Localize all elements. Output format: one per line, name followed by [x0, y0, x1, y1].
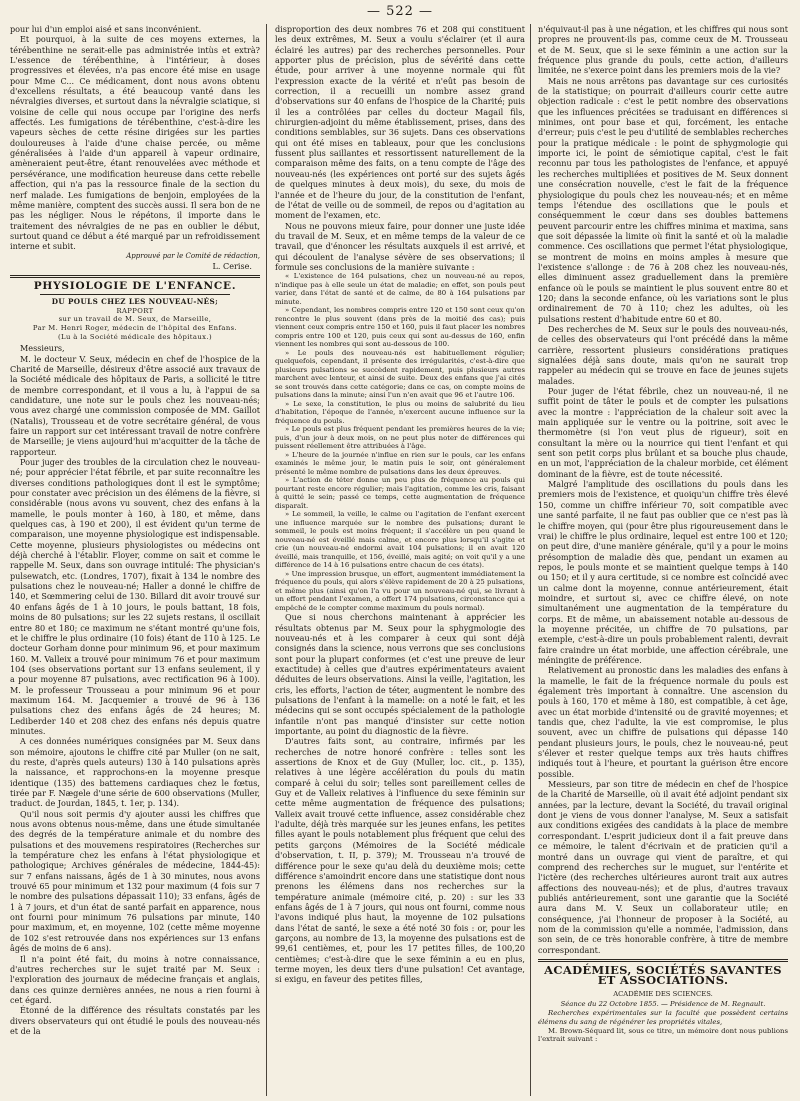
- quoted-conclusion: » L'heure de la journée n'influe en rien sur le pouls, car les enfans examinés le même jour, le matin puis le soir, ont généralement présenté le même nombre de pulsations dans les deux épreuves.: [275, 450, 525, 476]
- paragraph: Relativement au pronostic dans les maladies des enfans à la mamelle, le fait de la fréquence normale du pouls est également très important à connaître. Une ascension du pouls à 160, 170 et même à 180, est compatible, à cet âge, avec un état morbide d'intensité ou de gravité moyennes; et tandis que, chez l'adulte, la vie est compromise, le plus souvent, avec un chiffre de pulsations qui dépasse 140 pendant plusieurs jours, le pouls, chez le nouveau-né, peut s'élever et rester quelque temps aux très hauts chiffres indiqués tout à l'heure, et pourtant la guérison être encore possible.: [538, 665, 788, 779]
- research-intro: M. Brown-Séquard lit, sous ce titre, un mémoire dont nous publions l'extrait suivant :: [538, 1026, 788, 1044]
- approval-line: Approuvé par le Comité de rédaction,: [126, 251, 260, 260]
- report-author-line: Par M. Henri Roger, médecin de l'hôpital des Enfans.: [32, 324, 238, 333]
- paragraph: D'autres faits sont, au contraire, infirmés par les recherches de notre honoré confrère : telles sont les assertions de Knox et de Guy (Muller, loc. cit., p. 135), relatives à une légère accélération du pouls du matin comparé à celui du soir; telles sont pareillement celles de Guy et de Valleix relatives à l'influence du sexe féminin sur cette même augmentation de fréquence des pulsations; Valleix avait trouvé cette influence, assez considérable chez l'adulte, déjà très marquée sur les jeunes enfans, les petites filles ayant le pouls notablement plus fréquent que celui des petits garçons (Mémoires de la Société médicale d'observation, t. II, p. 379); M. Trousseau n'a trouvé de différence pour le sexe qu'au delà du deuxième mois; cette différence s'amoindrit encore dans une statistique dont nous prenons les élémens dans nos recherches sur la température animale (mémoire cité, p. 20) : sur les 33 enfans âgés de 1 à 7 jours, qui nous ont fourni, comme nous l'avons indiqué plus haut, la moyenne de 102 pulsations dans l'état de santé, le sexe a été noté 30 fois : or, pour les garçons, au nombre de 13, la moyenne des pulsations est de 99,61 centièmes, et, pour les 17 petites filles, de 100,20 centièmes; c'est-à-dire que le sexe féminin a eu en plus, terme moyen, les deux tiers d'une pulsation! Cet avantage, si exigu, en faveur des petites filles,: [275, 736, 525, 985]
- divider: [40, 294, 230, 295]
- section-heading: ACADÉMIES, SOCIÉTÉS SAVANTES ET ASSOCIATIONS.: [544, 962, 782, 988]
- salutation: Messieurs,: [20, 343, 65, 354]
- research-title: Recherches expérimentales sur la faculté que possèdent certains élémens du sang de régénérer les propriétés vitales,: [538, 1009, 788, 1026]
- paragraph: pour lui d'un emploi aisé et sans inconvénient.: [10, 24, 202, 34]
- paragraph: Étonné de la différence des résultats constatés par les divers observateurs qui ont étudié le pouls des nouveau-nés et de la: [10, 1005, 260, 1036]
- quoted-conclusion: « L'existence de 164 pulsations, chez un nouveau-né au repos, n'indique pas à elle seule un état de maladie; en effet, son pouls peut varier, dans l'état de santé et de calme, de 80 à 164 pulsations par minute.: [275, 272, 525, 306]
- paragraph: n'équivaut-il pas à une négation, et les chiffres qui nous sont propres ne prouvent-ils pas, comme ceux de M. Trousseau et de M. Seux, que si le sexe féminin a une action sur la fréquence plus grande du pouls, cette action, d'ailleurs limitée, ne s'exerce point dans les premiers mois de la vie?: [538, 24, 788, 76]
- paragraph: Malgré l'amplitude des oscillations du pouls dans les premiers mois de l'existence, et quoiqu'un chiffre très élevé 150, comme un chiffre inférieur 70, soit compatible avec une santé parfaite, il ne faut pas oublier que ce n'est pas là le chiffre moyen, qui (pour être plus rigoureusement dans le vrai) le chiffre le plus ordinaire, lequel est entre 100 et 120; on peut dire, d'une manière générale, qu'il y a pour le moins présomption de maladie dès que, pendant un examen au repos, le pouls monte et se maintient quelque temps à 140 ou 150; et il y aura certitude, si ce nombre est coïncidé avec un calme dont la moyenne, connue antérieurement, était moindre, et surtout si, avec ce chiffre élevé, on note simultanément une augmentation de la température du corps. Et de même, un abaissement notable au-dessous de la moyenne précitée, un chiffre de 70 pulsations, par exemple, c'est-à-dire un pouls probablement ralenti, devrait faire craindre un état morbide, une affection cérébrale, une méningite de préférence.: [538, 479, 788, 665]
- quoted-conclusion: » L'action de téter donne un peu plus de fréquence au pouls qui pourtant reste encore régulier; mais l'agitation, comme les cris, faisant à quitté le sein; passé ce temps, cette augmentation de fréquence disparaît.: [275, 476, 525, 510]
- report-on-line: sur un travail de M. Seux, de Marseille,: [58, 315, 212, 324]
- quoted-conclusion: » Le pouls est plus fréquent pendant les premières heures de la vie; puis, d'un jour à deux mois, on ne peut plus noter de différences qui puissent réellement être attribuées à l'âge.: [275, 425, 525, 451]
- paragraph: Des recherches de M. Seux sur le pouls des nouveau-nés, de celles des observateurs qui l'ont précédé dans la même carrière, ressortent plusieurs considérations pratiques signalées déjà sans doute, mais qu'on ne saurait trop rappeler au médecin qui se trouve en face de jeunes sujets malades.: [538, 323, 788, 386]
- paragraph: Pour juger de l'état fébrile, chez un nouveau-né, il ne suffit point de tâter le pouls et de compter les pulsations avec la montre : l'appréciation de la chaleur soit avec la main appliquée sur le ventre ou la poitrine, soit avec le thermomètre (si l'on veut plus de rigueur), soit en consultant la mère ou la nourrice qui tient l'enfant et qui sent son petit corps plus brûlant et sa bouche plus chaude, en un mot, l'appréciation de la chaleur morbide, cet élément dominant de la fièvre, est de toute nécessité.: [538, 386, 788, 479]
- column-3: [538, 24, 788, 1096]
- column-rule: [266, 24, 267, 1096]
- quoted-conclusion: » Le sexe, la constitution, le plus ou moins de salubrité du lieu d'habitation, l'époque de l'année, n'exercent aucune influence sur la fréquence du pouls.: [275, 399, 525, 425]
- paragraph: Mais ne nous arrêtons pas davantage sur ces curiosités de la statistique; on pourrait d'ailleurs courir cette autre objection radicale : c'est le petit nombre des observations que les influences précitées se traduisant en différences si minimes, ont pour base et qui, forcément, les entache d'erreur; puis c'est le peu d'utilité de semblables recherches pour la pratique médicale : le point de sphygmologie qui importe ici, le point de sémiotique capital, c'est le fait reconnu par tous les pathologistes de l'enfance, et appuyé les recherches multipliées et positives de M. Seux donnent une consécration nouvelle, c'est le fait de la fréquence physiologique du pouls chez les nouveau-nés; et en même temps l'étendue des oscillations que le pouls et conséquemment le cœur dans ses doubles battemens peuvent parcourir entre les chiffres minima et maxima, sans que soit dépassée la limite où finit la santé et où la maladie commence. Ces oscillations que permet l'état physiologique, se montrent de moins en moins amples à mesure que l'existence s'allonge : de 76 à 208 chez les nouveau-nés, elles diminuent assez graduellement dans la première enfance où le pouls se maintient le plus souvent entre 80 et 120; dans la seconde enfance, où les variations sont le plus ordinairement de 70 à 110; chez les adultes, où les pulsations restent d'habitude entre 60 et 80.: [538, 75, 788, 324]
- paragraph: disproportion des deux nombres 76 et 208 qui constituent les deux extrêmes, M. Seux a voulu s'éclairer (et il aura éclairé les autres) par des recherches personnelles. Pour apporter plus de précision, plus de sévérité dans cette étude, pour arriver à une moyenne normale qui fût l'expression exacte de la vérité et n'eût pas besoin de correction, il a recueilli un nombre assez grand d'observations sur 40 enfans de l'hospice de la Charité; puis il les a contrôlées par celles du docteur Magail fils, chirurgien-adjoint du même établissement, prises, dans des conditions semblables, sur 36 sujets. Dans ces observations qui ont été mises en tableaux, pour que les conclusions fussent plus saillantes et ressortissent naturellement de la comparaison même des faits, on a tenu compte de l'âge des nouveau-nés (les expériences ont porté sur des sujets âgés de quelques minutes à deux mois), du sexe, du mois de l'année et de l'heure du jour, de la constitution de l'enfant, de l'état de veille ou de sommeil, de repos ou d'agitation au moment de l'examen, etc.: [275, 24, 525, 221]
- section-title: PHYSIOLOGIE DE L'ENFANCE.: [33, 279, 237, 292]
- article-subtitle: DU POULS CHEZ LES NOUVEAU-NÉS;: [51, 297, 219, 307]
- column-rule: [530, 24, 531, 1096]
- report-read-note: (Lu à la Société médicale des hôpitaux.): [58, 332, 212, 341]
- quoted-conclusion: » Une impression brusque, un effort, augmentent immédiatement la fréquence du pouls, qui alors s'élève rapidement de 20 à 25 pulsations, et même plus (ainsi qu'on l'a vu pour un nouveau-né qui, se livrant à un effort pendant l'examen, a offert 174 pulsations, circonstance qui a empêché de le compter comme maximum du pouls normal).: [275, 569, 525, 612]
- column-1: [10, 24, 260, 1096]
- column-2: [275, 24, 525, 1096]
- quoted-conclusion: » Le sommeil, la veille, le calme ou l'agitation de l'enfant exercent une influence marquée sur le nombre des pulsations; durant le sommeil, le pouls est moins fréquent; il s'accélère un peu quand le nouveau-né est éveillé mais calme, et encore plus lorsqu'il s'agite et crie (un nouveau-né endormi avait 104 pulsations; il en avait 120 éveillé, mais tranquille, et 156, éveillé, mais agité; on voit qu'il y a une différence de 14 à 16 pulsations entre chacun de ces états).: [275, 510, 525, 570]
- author-signature: L. Cerise.: [212, 260, 252, 271]
- paragraph: Et pourquoi, à la suite de ces moyens externes, la térébenthine ne serait-elle pas administrée intùs et extrà? L'essence de térébenthine, à l'intérieur, à doses progressives et élevées, n'a pas encore été mise en usage pour Mme C... Ce médicament, dont nous avons obtenu d'excellens résultats, a été beaucoup vanté dans les névralgies diverses, et surtout dans la névralgie sciatique, si voisine de celle qui nous occupe par l'origine des nerfs affectés. Les fumigations de térébenthine, c'est-à-dire les vapeurs sèches de cette résine dirigées sur les parties douloureuses à l'aide d'une chaise percée, ou même généralisées à l'aide d'un appareil à vapeur ordinaire, amèneraient peut-être, étant renouvelées avec méthode et persévérance, une modification heureuse dans cette rebelle affection, qui n'a pas la ressource finale de la section du nerf malade. Les fumigations de benjoin, employées de la même manière, comptent des succès aussi. Il sera bon de ne pas les négliger. Nous le répétons, il importe dans le traitement des névralgies de ne pas en oublier le début, surtout quand ce début a été marqué par un refroidissement interne et subit.: [10, 34, 260, 252]
- paragraph: M. le docteur V. Seux, médecin en chef de l'hospice de la Charité de Marseille, désireux d'être associé aux travaux de la Société médicale des hôpitaux de Paris, a sollicité le titre de membre correspondant, et il vous a lu, à l'appui de sa candidature, une note sur le pouls chez les nouveau-nés; vous avez chargé une commission composée de MM. Gaillot (Natalis), Trousseau et de votre secrétaire général, de vous faire un rapport sur cet intéressant travail de notre confrère de Marseille; je viens aujourd'hui m'acquitter de la tâche de rapporteur.: [10, 353, 260, 457]
- paragraph: Il n'a point été fait, du moins à notre connaissance, d'autres recherches sur le sujet traité par M. Seux : l'exploration des journaux de médecine français et anglais, dans ces quinze dernières années, ne nous a rien fourni à cet égard.: [10, 953, 260, 1005]
- page-number: — 522 —: [0, 4, 800, 19]
- paragraph: Que si nous cherchons maintenant à apprécier les résultats obtenus par M. Seux pour la sphygmologie des nouveau-nés et à les comparer à ceux qui sont déjà consignés dans la science, nous verrons que ses conclusions sont pour la plupart conformes (et c'est une preuve de leur exactitude) à celles que d'autres expérimentateurs avaient déduites de leurs observations. Ainsi la veille, l'agitation, les cris, les efforts, l'action de téter, augmentent le nombre des pulsations de l'enfant à la mamelle: on a noté le fait, et les médecins qui se sont occupés spécialement de la pathologie infantile n'ont pas manqué d'insister sur cette notion importante, au point du diagnostic de la fièvre.: [275, 612, 525, 737]
- paragraph: Messieurs, par son titre de médecin en chef de l'hospice de la Charité de Marseille, où il avait été adjoint pendant six années, par la lecture, devant la Société, du travail original dont je viens de vous donner l'analyse, M. Seux a satisfait aux conditions exigées des candidats à la place de membre correspondant. L'esprit judicieux dont il a fait preuve dans ce mémoire, le talent d'écrivain et de praticien qu'il a montré dans un ouvrage qui vient de paraître, et qui comprend des recherches sur le muguet, sur l'entérite et l'ictère (des recherches ultérieures auront trait aux autres affections des nouveau-nés); et de plus, d'autres travaux publiés antérieurement, sont une garantie que la Société aura dans M. V. Seux un collaborateur utile; en conséquence, j'ai l'honneur de proposer à la Société, au nom de la commission qu'elle a nommée, l'admission, dans son sein, de ce très honorable confrère, à titre de membre correspondant.: [538, 779, 788, 955]
- section-divider: [538, 959, 788, 962]
- paragraph: Qu'il nous soit permis d'y ajouter aussi les chiffres que nous avons obtenus nous-même, dans une étude simultanée des degrés de la température animale et du nombre des pulsations et des mouvemens respiratoires (Recherches sur la température chez les enfans à l'état physiologique et pathologique; Archives générales de médecine, 1844-45): sur 7 enfans naissans, âgés de 1 à 30 minutes, nous avons trouvé 65 pour minimum et 132 pour maximum (4 fois sur 7 le nombre des pulsations dépassait 110); 33 enfans, âgés de 1 à 7 jours, et d'un état de santé parfait en apparence, nous ont fourni pour minimum 76 pulsations par minute, 140 pour maximum, et, en moyenne, 102 (cette même moyenne de 102 s'est retrouvée dans nos expériences sur 13 enfans âgés de moins de 6 ans).: [10, 808, 260, 954]
- section-divider: [10, 275, 260, 278]
- paragraph: Nous ne pouvons mieux faire, pour donner une juste idée du travail de M. Seux, et en même temps de la valeur de ce travail, que d'énoncer les résultats auxquels il est arrivé, et qui découlent de l'analyse sévère de ses observations; il formule ses conclusions de la manière suivante :: [275, 220, 525, 272]
- academy-name: ACADÉMIE DES SCIENCES.: [613, 989, 713, 998]
- session-line: Séance du 22 Octobre 1855. — Présidence de M. Regnault.: [560, 999, 766, 1008]
- paragraph: Pour juger des troubles de la circulation chez le nouveau-né; pour apprécier l'état fébrile, et par suite reconnaître les diverses conditions pathologiques dont il est le symptôme; pour constater avec précision un des élémens de la fièvre, si considérable (nous avons vu souvent, chez des enfans à la mamelle, le pouls monter à 160, à 180, et même, dans quelques cas, à 190 et 200), il est évident qu'un terme de comparaison, une moyenne physiologique est indispensable. Cette moyenne, plusieurs physiologistes ou médecins ont déjà cherché à l'établir. Floyer, comme on sait et comme le rappelle M. Seux, dans son ouvrage intitulé: The physician's pulsewatch, etc. (Londres, 1707), fixait à 134 le nombre des pulsations chez le nouveau-né; Haller a donné le chiffre de 140, et Sœmmering celui de 130. Billard dit avoir trouvé sur 40 enfans âgés de 1 à 10 jours, le pouls battant, 18 fois, moins de 80 pulsations; sur les 22 sujets restans, il oscillait entre 80 et 180; ce maximum ne s'étant montré qu'une fois, et le chiffre le plus ordinaire (10 fois) étant de 110 à 125. Le docteur Gorham donne pour minimum 96, et pour maximum 160. M. Valleix a trouvé pour minimum 76 et pour maximum 104 (ses observations portant sur 13 enfans seulement, il y a pour moyenne 87 pulsations, avec rectification 96 à 100). M. le professeur Trousseau a pour minimum 96 et pour maximum 164. M. Jacquemier a trouvé de 96 à 136 pulsations chez des enfans âgés de 24 heures; M. Lediberder 140 et 208 chez des enfans nés depuis quatre minutes.: [10, 457, 260, 736]
- quoted-conclusion: » Le pouls des nouveau-nés est habituellement régulier; quelquefois, cependant, il présente des irrégularités, c'est-à-dire que plusieurs pulsations se succèdent rapidement, puis plusieurs autres marchent avec lenteur, et ainsi de suite. Deux des enfans que j'ai cités se sont trouvés dans cette catégorie; dans ce cas, on compte moins de pulsations dans la minute; ainsi l'un n'en avait que 96 et l'autre 106.: [275, 348, 525, 400]
- quoted-conclusion: » Cependant, les nombres compris entre 120 et 150 sont ceux qu'on rencontre le plus souvent (dans près de la moitié des cas); puis viennent ceux compris entre 150 et 160, puis il faut placer les nombres compris entre 100 et 120, puis ceux qui sont au-dessus de 160, enfin viennent les nombres qui sont au-dessous de 100.: [275, 306, 525, 349]
- rapport-label: RAPPORT: [116, 306, 154, 315]
- paragraph: A ces données numériques consignées par M. Seux dans son mémoire, ajoutons le chiffre cité par Muller (on ne sait, du reste, d'après quels auteurs) 130 à 140 pulsations après la naissance, et rapprochons-en la moyenne presque identique (135) des battemens cardiaques chez le fœtus, tirée par F. Nægele d'une série de 600 observations (Muller, traduct. de Jourdan, 1845, t. 1er, p. 134).: [10, 736, 260, 809]
